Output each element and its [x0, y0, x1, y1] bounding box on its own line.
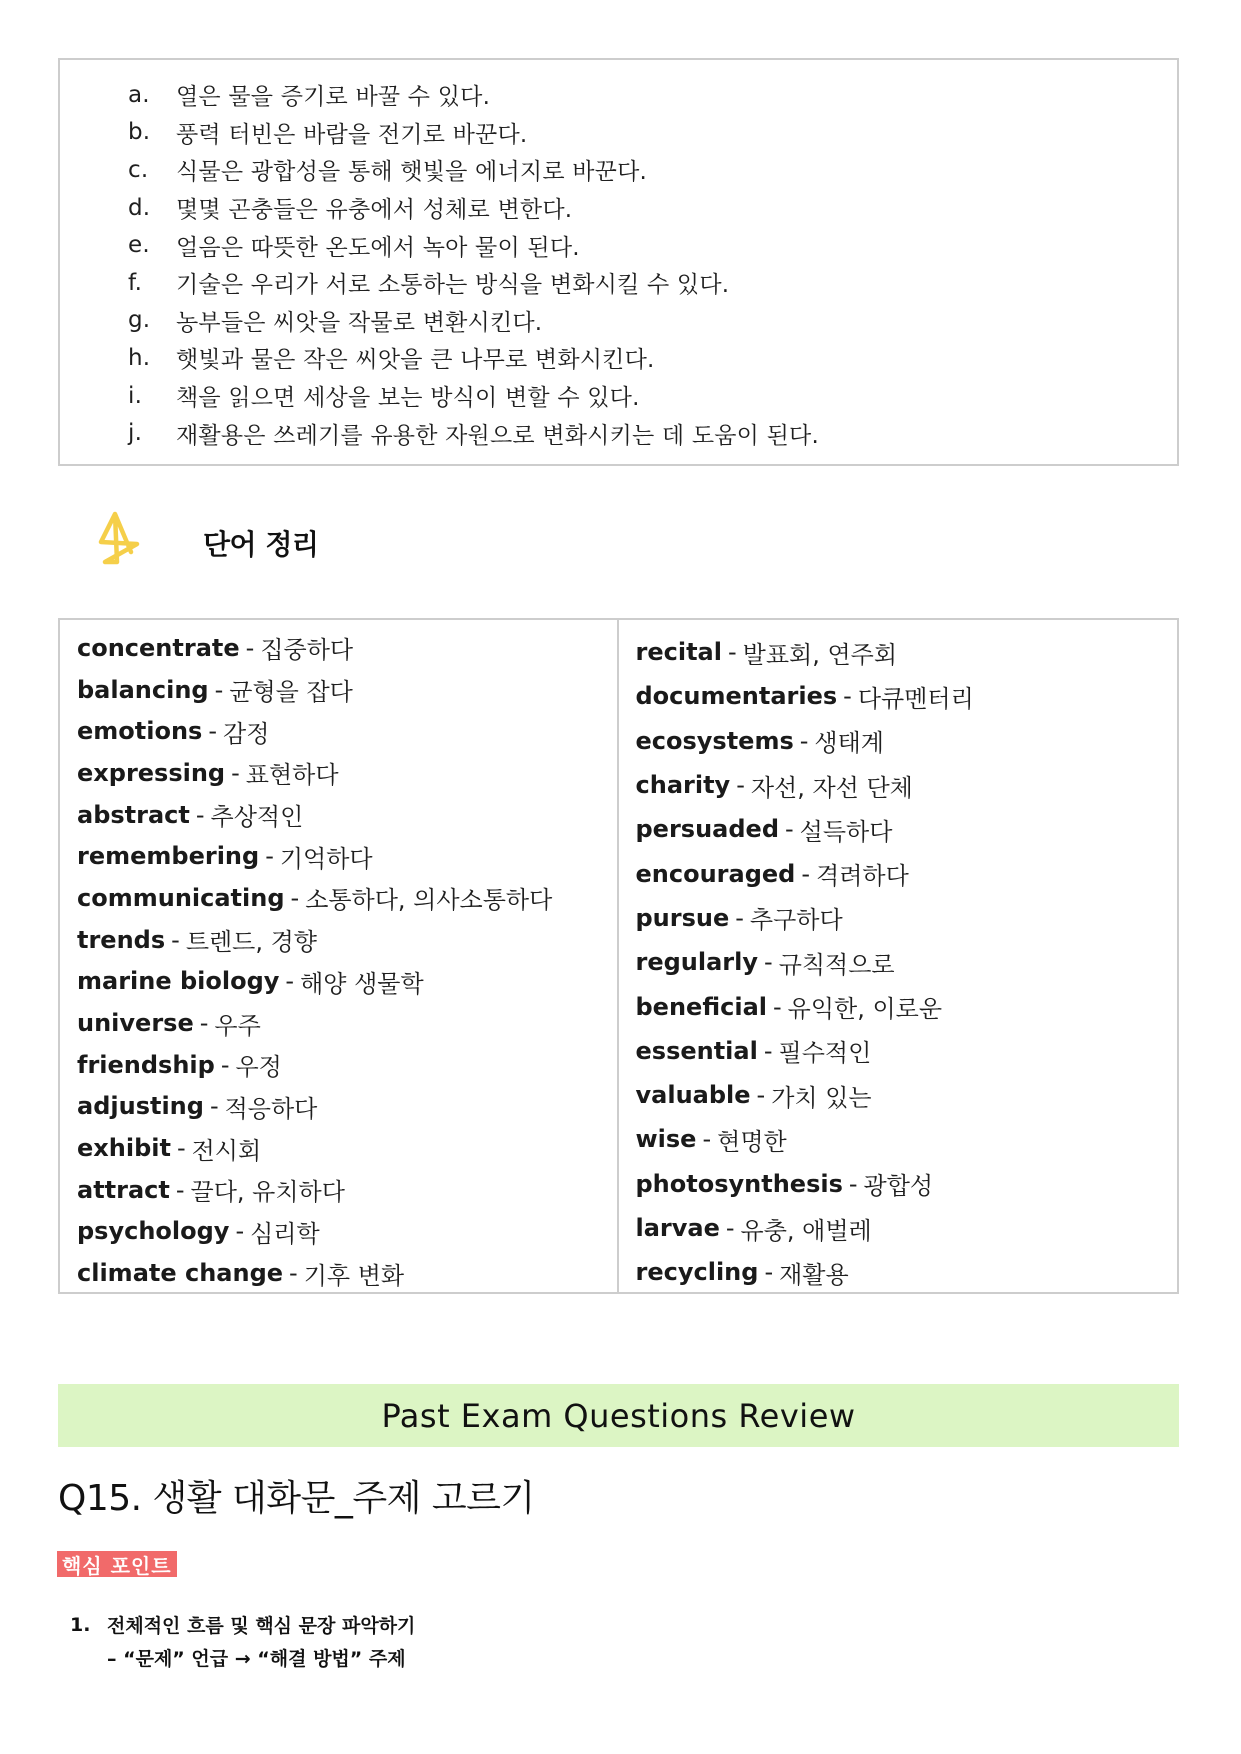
vocab-meaning: 필수적인 — [778, 1039, 872, 1068]
review-banner — [58, 1384, 1179, 1447]
sentence-text: 기술은 우리가 서로 소통하는 방식을 변화시킬 수 있다. — [176, 272, 730, 299]
vocab-separator: - — [199, 1009, 209, 1038]
vocab-row — [636, 1073, 1178, 1117]
sentence-text: 햇빛과 물은 작은 씨앗을 큰 나무로 변화시킨다. — [176, 347, 655, 374]
vocab-separator: - — [289, 1259, 298, 1288]
vocab-row — [77, 1252, 617, 1294]
vocab-meaning: 광합성 — [863, 1172, 934, 1201]
vocab-word: adjusting — [77, 1092, 204, 1121]
vocab-word: charity — [635, 771, 731, 800]
vocab-word: marine biology — [77, 967, 280, 996]
vocab-row — [636, 719, 1178, 763]
vocab-word: essential — [635, 1036, 758, 1065]
vocab-word: communicating — [77, 883, 285, 912]
vocab-meaning: 심리학 — [250, 1219, 320, 1248]
sentence-text: 풍력 터빈은 바람을 전기로 바꾼다. — [176, 121, 528, 148]
vocab-separator: - — [763, 1036, 773, 1065]
vocab-row — [636, 674, 1178, 718]
vocab-column-right — [619, 620, 1178, 1292]
vocab-row — [77, 1211, 617, 1253]
vocab-separator: - — [801, 859, 811, 888]
example-sentences-box — [58, 58, 1179, 466]
sentence-item — [60, 189, 1177, 227]
vocab-separator: - — [209, 1092, 219, 1121]
vocab-row — [636, 940, 1178, 984]
vocab-word: balancing — [77, 675, 209, 704]
vocab-meaning: 자선, 자선 단체 — [750, 773, 913, 802]
vocab-row — [636, 1162, 1178, 1206]
vocab-meaning: 적응하다 — [224, 1094, 318, 1123]
review-banner-title: Past Exam Questions Review — [381, 1396, 856, 1435]
vocab-meaning: 가치 있는 — [771, 1083, 872, 1112]
sentence-item — [60, 151, 1177, 189]
sentence-text: 열은 물을 증기로 바꿀 수 있다. — [176, 84, 491, 111]
vocab-meaning: 우정 — [235, 1053, 282, 1082]
sentence-item — [60, 414, 1177, 452]
vocab-meaning: 생태계 — [814, 729, 884, 758]
vocab-row — [77, 1044, 617, 1086]
vocab-separator: - — [848, 1169, 858, 1198]
vocab-separator: - — [195, 800, 205, 829]
vocab-separator: - — [764, 948, 773, 977]
vocab-word: universe — [77, 1009, 194, 1038]
vocab-meaning: 균형을 잡다 — [229, 678, 353, 707]
vocab-row — [636, 1206, 1178, 1250]
vocab-row — [77, 669, 617, 711]
vocab-separator: - — [735, 903, 744, 932]
vocab-word: recital — [635, 638, 722, 667]
vocab-row — [77, 877, 617, 919]
key-point-item — [70, 1608, 415, 1641]
vocab-separator: - — [725, 1214, 735, 1242]
vocab-row — [636, 1029, 1178, 1073]
vocab-meaning: 집중하다 — [260, 636, 354, 665]
vocab-separator: - — [220, 1050, 230, 1079]
sentence-text: 농부들은 씨앗을 작물로 변환시킨다. — [176, 309, 543, 336]
sentence-text: 식물은 광합성을 통해 햇빛을 에너지로 바꾼다. — [176, 159, 648, 186]
vocab-separator: - — [290, 883, 300, 912]
vocab-meaning: 설득하다 — [799, 817, 893, 846]
vocab-word: photosynthesis — [635, 1169, 843, 1198]
question-title: Q15. 생활 대화문_주제 고르기 — [58, 1478, 535, 1519]
vocab-word: persuaded — [635, 815, 779, 844]
vocab-word: documentaries — [635, 682, 838, 711]
sentence-letter: b. — [128, 119, 151, 146]
vocab-meaning: 다큐멘터리 — [857, 684, 974, 713]
key-point-badge: 핵심 포인트 — [57, 1551, 177, 1577]
vocab-word: ecosystems — [635, 726, 794, 755]
vocab-word: valuable — [635, 1081, 751, 1110]
vocab-meaning: 우주 — [214, 1011, 261, 1040]
vocab-word: attract — [77, 1175, 170, 1204]
vocab-word: abstract — [77, 800, 190, 829]
vocab-word: concentrate — [77, 633, 240, 662]
vocab-title: 단어 정리 — [203, 528, 319, 561]
vocab-row — [77, 835, 617, 877]
vocab-meaning: 발표회, 연주회 — [742, 640, 898, 669]
vocab-separator: - — [843, 682, 852, 711]
vocab-word: expressing — [77, 758, 226, 787]
vocab-separator: - — [231, 758, 240, 787]
vocab-separator: - — [214, 675, 224, 704]
vocab-row — [636, 807, 1178, 851]
sentence-item — [60, 264, 1177, 302]
sentence-item — [60, 377, 1177, 415]
vocab-row — [636, 1250, 1178, 1294]
sentence-letter: a. — [128, 81, 150, 108]
vocab-word: recycling — [635, 1258, 759, 1287]
vocab-row — [636, 1117, 1178, 1161]
sentence-item — [60, 76, 1177, 114]
vocab-column-left — [60, 620, 619, 1292]
vocab-separator: - — [772, 992, 782, 1021]
vocab-row — [77, 1086, 617, 1128]
vocab-word: climate change — [77, 1259, 284, 1288]
vocab-meaning: 유익한, 이로운 — [787, 995, 943, 1024]
vocab-meaning: 표현하다 — [245, 761, 339, 790]
vocab-meaning: 트렌드, 경향 — [185, 928, 317, 957]
key-point-subtext: – “문제” 언급 → “해결 방법” 주제 — [107, 1648, 406, 1670]
vocab-separator: - — [727, 638, 737, 667]
vocab-separator: - — [785, 815, 794, 844]
vocab-meaning: 격려하다 — [816, 862, 909, 891]
sentence-letter: h. — [128, 344, 151, 371]
vocab-separator: - — [245, 633, 255, 662]
vocab-separator: - — [285, 967, 295, 996]
vocab-row — [77, 961, 617, 1003]
vocab-header — [95, 508, 318, 578]
vocab-meaning: 소통하다, 의사소통하다 — [305, 886, 553, 915]
vocab-word: pursue — [635, 903, 730, 932]
sentence-item — [60, 302, 1177, 340]
vocab-row — [77, 710, 617, 752]
vocab-row — [77, 1127, 617, 1169]
sentence-text: 재활용은 쓰레기를 유용한 자원으로 변화시키는 데 도움이 된다. — [176, 422, 819, 449]
vocab-word: wise — [635, 1125, 697, 1154]
vocab-meaning: 유충, 애벌레 — [740, 1216, 872, 1245]
vocab-separator: - — [235, 1217, 245, 1246]
vocab-word: larvae — [635, 1214, 720, 1242]
vocab-row — [77, 794, 617, 836]
vocab-meaning: 전시회 — [191, 1136, 262, 1165]
vocab-row — [636, 763, 1178, 807]
vocab-separator: - — [702, 1125, 712, 1154]
vocab-meaning: 해양 생물학 — [300, 969, 424, 998]
sentence-letter: c. — [128, 156, 149, 183]
sentence-item — [60, 114, 1177, 152]
sentence-text: 얼음은 따뜻한 온도에서 녹아 물이 된다. — [176, 234, 580, 261]
vocab-meaning: 감정 — [223, 719, 270, 748]
vocab-separator: - — [799, 726, 809, 755]
vocab-row — [77, 1002, 617, 1044]
vocab-row — [636, 851, 1178, 895]
vocab-table — [58, 618, 1179, 1294]
key-point-list — [70, 1608, 415, 1674]
vocab-row — [636, 896, 1178, 940]
vocab-word: exhibit — [77, 1134, 171, 1163]
vocab-word: psychology — [77, 1217, 230, 1246]
key-point-text: 전체적인 흐름 및 핵심 문장 파악하기 — [107, 1615, 416, 1637]
vocab-row — [77, 627, 617, 669]
vocab-separator: - — [176, 1134, 186, 1163]
vocab-meaning: 끌다, 유치하다 — [190, 1178, 345, 1207]
vocab-row — [77, 752, 617, 794]
vocab-word: regularly — [635, 948, 759, 977]
star-icon — [95, 510, 141, 576]
sentence-letter: g. — [128, 307, 151, 334]
vocab-row — [77, 919, 617, 961]
vocab-word: friendship — [77, 1050, 215, 1079]
key-point-number: 1. — [70, 1613, 91, 1636]
vocab-meaning: 기억하다 — [279, 844, 373, 873]
sentence-list — [60, 60, 1177, 452]
vocab-meaning: 추상적인 — [210, 803, 304, 832]
vocab-word: encouraged — [635, 859, 796, 888]
vocab-row — [636, 630, 1178, 674]
vocab-word: remembering — [77, 842, 260, 871]
sentence-letter: j. — [128, 420, 143, 447]
vocab-meaning: 추구하다 — [749, 906, 843, 935]
vocab-separator: - — [171, 925, 180, 954]
vocab-meaning: 재활용 — [779, 1260, 849, 1289]
vocab-meaning: 기후 변화 — [303, 1261, 405, 1290]
vocab-word: trends — [77, 925, 166, 954]
vocab-row — [636, 984, 1178, 1028]
vocab-separator: - — [764, 1258, 774, 1287]
vocab-separator: - — [756, 1081, 766, 1110]
sentence-item — [60, 339, 1177, 377]
vocab-meaning: 현명한 — [717, 1127, 787, 1156]
vocab-separator: - — [265, 842, 274, 871]
sentence-letter: e. — [128, 232, 150, 259]
sentence-item — [60, 226, 1177, 264]
sentence-letter: d. — [128, 194, 151, 221]
vocab-meaning: 규칙적으로 — [778, 950, 895, 979]
sentence-letter: i. — [128, 382, 143, 409]
vocab-word: beneficial — [635, 992, 767, 1021]
vocab-row — [77, 1169, 617, 1211]
vocab-separator: - — [208, 717, 218, 746]
sentence-text: 책을 읽으면 세상을 보는 방식이 변할 수 있다. — [176, 385, 640, 412]
vocab-separator: - — [175, 1175, 185, 1204]
vocab-word: emotions — [77, 717, 203, 746]
sentence-text: 몇몇 곤충들은 유충에서 성체로 변한다. — [176, 197, 573, 224]
vocab-separator: - — [736, 771, 745, 800]
sentence-letter: f. — [128, 269, 143, 296]
